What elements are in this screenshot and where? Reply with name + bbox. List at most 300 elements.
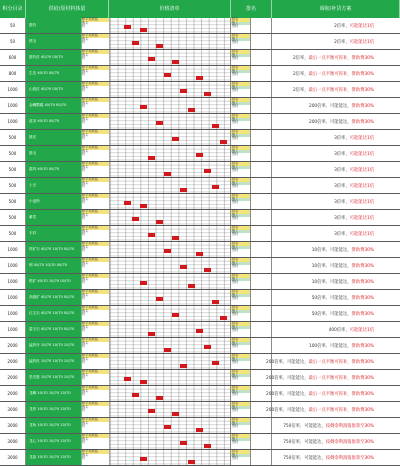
row-label: 购买: [82, 372, 89, 377]
points-cell: 3000: [0, 402, 26, 417]
row-label: 价: [82, 216, 86, 221]
price-grid: [109, 50, 231, 65]
plan-text: 200倍率，可能能达，: [308, 119, 352, 125]
plan-cell: [272, 178, 400, 193]
item-name-cell[interactable]: 猎豹皮 40/70 00/70: [26, 50, 82, 65]
price-marker: [140, 204, 147, 208]
table-row[interactable]: [0, 434, 400, 450]
row-label: 和平类商品: [82, 290, 109, 294]
item-name-cell[interactable]: 金鳞鹦鹉 40/70 00/70: [26, 98, 82, 113]
item-name-cell[interactable]: 龙鳞 10/70 10/70 10/70: [26, 386, 82, 401]
plan-note: 可能能达1倍: [349, 39, 374, 45]
points-cell: 3000: [0, 434, 26, 449]
rank-label: 购入: [231, 438, 250, 442]
row-label: 和平类商品: [82, 146, 109, 150]
price-marker: [204, 345, 211, 349]
item-name-cell[interactable]: 猛犸皮 10/70 10/70 10/70: [26, 354, 82, 369]
header-plan: 调和/补货方案: [272, 0, 400, 18]
row-label: 购买: [82, 164, 89, 169]
table-row[interactable]: [0, 290, 400, 306]
price-marker: [148, 233, 155, 237]
plan-cell: [266, 370, 400, 385]
table-row[interactable]: [0, 146, 400, 162]
price-grid: [109, 210, 231, 225]
row-label: 购买: [82, 356, 89, 361]
row-label: 和平类商品: [82, 242, 109, 246]
price-marker: [180, 265, 187, 269]
row-labels: [82, 338, 109, 353]
item-name-cell[interactable]: 猛犸牙 10/70 10/70 10/70: [26, 338, 82, 353]
plan-note: 可能能达1倍: [349, 199, 374, 205]
rank-label: 售价: [232, 328, 239, 333]
table-row[interactable]: [0, 66, 400, 82]
rank-label: 售价: [232, 72, 239, 77]
plan-text: 2倍率，: [292, 71, 309, 77]
price-marker: [220, 140, 227, 144]
rank-label: 售价: [232, 248, 239, 253]
price-marker: [140, 105, 147, 109]
row-labels: [82, 258, 109, 273]
table-row[interactable]: [0, 34, 400, 50]
rank-cell: [231, 402, 251, 417]
rank-label: 购入: [231, 390, 250, 394]
row-label: 购买: [82, 340, 89, 345]
result-cell: [251, 418, 272, 433]
rank-cell: [231, 194, 251, 209]
plan-note: 赞助费30%: [351, 247, 374, 253]
row-labels: [82, 386, 109, 401]
item-name-cell[interactable]: 腐肉 40/70 00/70: [26, 162, 82, 177]
table-row[interactable]: [0, 114, 400, 130]
row-labels: [82, 226, 109, 241]
table-row[interactable]: [0, 210, 400, 226]
row-label: 和平类商品: [82, 194, 109, 198]
row-label: 购买: [82, 404, 89, 409]
price-grid: [109, 114, 231, 129]
plan-note: 可能能达1倍: [349, 23, 374, 29]
row-label: 和平类商品: [82, 258, 109, 262]
plan-cell: [272, 146, 400, 161]
row-label: 和平类商品: [82, 306, 109, 310]
rank-label: 购入: [231, 54, 250, 58]
result-cell: [251, 66, 272, 81]
rank-label: 售价: [232, 456, 239, 461]
item-name-cell[interactable]: 土豆: [26, 178, 82, 193]
rank-label: 售价: [232, 296, 239, 301]
rank-cell: [231, 450, 251, 465]
item-name-cell[interactable]: 小麦粉: [26, 194, 82, 209]
row-label: 价: [82, 376, 86, 381]
item-name-cell[interactable]: 熊毛: [26, 34, 82, 49]
header-price-list: 价格清单: [109, 0, 231, 18]
plan-text: 3倍率，: [334, 183, 350, 189]
row-label: 价: [82, 24, 86, 29]
plan-cell: [272, 226, 400, 241]
points-cell: 2000: [0, 354, 26, 369]
item-name-cell[interactable]: 龙晶 10/70 10/70 10/70: [26, 450, 82, 465]
rank-cell: [231, 338, 251, 353]
table-row[interactable]: [0, 402, 400, 418]
item-name-cell[interactable]: 高级矿 40/70 10/70 00/70: [26, 290, 82, 305]
price-marker: [196, 252, 203, 256]
price-marker: [180, 89, 187, 93]
points-cell: 50: [0, 34, 26, 49]
rank-label: 排名: [231, 322, 250, 326]
plan-text: 10倍率，可能能达，: [311, 247, 352, 253]
rank-label: 售价: [232, 360, 239, 365]
rank-label: 购入: [231, 134, 250, 138]
price-marker: [156, 121, 163, 125]
item-name-cell[interactable]: 木材: [26, 226, 82, 241]
item-name-cell[interactable]: 铁矿石 40/70 10/70 00/70: [26, 242, 82, 257]
rank-cell: [231, 114, 251, 129]
plan-text: 3倍率，: [334, 135, 350, 141]
row-label: 购买: [82, 324, 89, 329]
row-label: 和平类商品: [82, 98, 109, 102]
rank-label: 购入: [231, 118, 250, 122]
table-row[interactable]: [0, 50, 400, 66]
row-label: 购买: [82, 244, 89, 249]
row-label: 价: [82, 88, 86, 93]
price-marker: [164, 172, 171, 176]
points-cell: 500: [0, 210, 26, 225]
plan-note: 可能能达1倍: [349, 215, 374, 221]
rank-label: 购入: [231, 150, 250, 154]
rank-label: 购入: [231, 342, 250, 346]
result-cell: [251, 178, 272, 193]
row-labels: [82, 82, 109, 97]
header-points: 积分目录: [0, 0, 26, 18]
row-label: 和平类商品: [82, 34, 109, 38]
price-marker: [124, 377, 131, 381]
table-row[interactable]: [0, 354, 400, 370]
plan-cell: [272, 338, 400, 353]
row-label: 价: [82, 248, 86, 253]
result-cell: [251, 210, 272, 225]
item-name-cell[interactable]: 恐龙蛋 10/70 10/70 10/70: [26, 370, 82, 385]
row-labels: [82, 34, 109, 49]
plan-text: 10倍率，可能能达，: [311, 263, 352, 269]
price-marker: [212, 124, 219, 128]
row-label: 价: [82, 296, 86, 301]
plan-note: 按剩余利润值推算至30%: [325, 423, 374, 429]
item-name-cell[interactable]: 龙心 10/70 10/70 10/70: [26, 434, 82, 449]
points-cell: 1000: [0, 114, 26, 129]
row-labels: [82, 354, 109, 369]
plan-note: 最后一点平衡可弥补，赞助费30%: [308, 87, 374, 93]
rank-label: 购入: [231, 214, 250, 218]
rank-label: 排名: [231, 82, 250, 86]
points-cell: 1000: [0, 98, 26, 113]
plan-text: 3倍率，: [334, 167, 350, 173]
table-row[interactable]: [0, 98, 400, 114]
row-label: 和平类商品: [82, 418, 109, 422]
table-row[interactable]: [0, 386, 400, 402]
rank-label: 售价: [232, 152, 239, 157]
plan-text: 50倍率，可能能达，: [311, 311, 352, 317]
row-label: 和平类商品: [82, 274, 109, 278]
row-label: 购买: [82, 260, 89, 265]
rank-label: 售价: [232, 216, 239, 221]
rank-label: 购入: [231, 406, 250, 410]
price-marker: [180, 441, 187, 445]
item-name-cell[interactable]: 龙骨 10/70 10/70 10/70: [26, 402, 82, 417]
rank-label: 购入: [231, 422, 250, 426]
table-row[interactable]: [0, 450, 400, 466]
row-label: 购买: [82, 420, 89, 425]
row-label: 和平类商品: [82, 322, 109, 326]
price-grid: [109, 258, 231, 273]
row-label: 购买: [82, 132, 89, 137]
rank-cell: [231, 354, 251, 369]
row-label: 购买: [82, 452, 89, 457]
row-label: 购买: [82, 100, 89, 105]
rank-label: 售价: [232, 88, 239, 93]
table-row[interactable]: [0, 82, 400, 98]
table-row[interactable]: [0, 370, 400, 386]
table-row[interactable]: [0, 226, 400, 242]
plan-cell: [272, 274, 400, 289]
price-marker: [196, 428, 203, 432]
plan-note: 按剩余利润值推算至30%: [325, 455, 374, 461]
row-label: 和平类商品: [82, 18, 109, 22]
plan-note: 可能能达1倍: [349, 231, 374, 237]
price-marker: [148, 156, 155, 160]
points-cell: 800: [0, 66, 26, 81]
points-cell: 500: [0, 226, 26, 241]
row-labels: [82, 98, 109, 113]
result-cell: [251, 34, 272, 49]
rank-label: 排名: [231, 98, 250, 102]
table-row[interactable]: [0, 18, 400, 34]
price-grid: [109, 242, 231, 257]
rank-label: 售价: [232, 136, 239, 141]
row-label: 购买: [82, 180, 89, 185]
rank-label: 排名: [231, 450, 250, 454]
table-row[interactable]: [0, 162, 400, 178]
price-grid: [109, 306, 231, 321]
table-row[interactable]: [0, 242, 400, 258]
rank-label: 售价: [232, 232, 239, 237]
row-label: 和平类商品: [82, 386, 109, 390]
rank-cell: [231, 98, 251, 113]
price-marker: [212, 185, 219, 189]
price-grid: [109, 178, 231, 193]
item-name-cell[interactable]: 红宝石 40/70 10/70 00/70: [26, 306, 82, 321]
row-label: 价: [82, 344, 86, 349]
price-marker: [172, 60, 179, 64]
table-row[interactable]: [0, 306, 400, 322]
item-name-cell[interactable]: 猎毛: [26, 146, 82, 161]
item-name-cell[interactable]: 山兽皮 40/70 00/70: [26, 82, 82, 97]
price-marker: [124, 201, 131, 205]
price-marker: [140, 380, 147, 384]
result-cell: [251, 162, 272, 177]
price-marker: [220, 316, 227, 320]
price-marker: [140, 281, 147, 285]
rank-cell: [231, 290, 251, 305]
price-marker: [148, 57, 155, 61]
result-cell: [251, 82, 272, 97]
points-cell: 1000: [0, 82, 26, 97]
rank-label: 售价: [232, 184, 239, 189]
plan-text: 2倍率，: [292, 87, 309, 93]
plan-text: 100倍率，可能能达，: [308, 343, 352, 349]
rank-label: 排名: [231, 434, 250, 438]
plan-note: 最后一点平衡可弥补，赞助费30%: [308, 407, 374, 413]
points-cell: 50: [0, 18, 26, 33]
rank-label: 售价: [232, 424, 239, 429]
rank-label: 购入: [231, 86, 250, 90]
result-cell: [251, 194, 272, 209]
plan-cell: [272, 290, 400, 305]
price-marker: [204, 92, 211, 96]
row-labels: [82, 450, 109, 465]
rank-label: 售价: [232, 104, 239, 109]
price-marker: [140, 28, 147, 32]
result-cell: [251, 258, 272, 273]
table-row[interactable]: [0, 194, 400, 210]
row-label: 和平类商品: [82, 434, 109, 438]
plan-text: 10倍率，可能能达，: [311, 279, 352, 285]
row-labels: [82, 146, 109, 161]
price-grid: [109, 386, 231, 401]
rank-label: 售价: [232, 168, 239, 173]
price-grid: [109, 338, 231, 353]
item-name-cell[interactable]: 生皮 40/70 00/70: [26, 66, 82, 81]
plan-cell: [272, 418, 400, 433]
rank-label: 购入: [231, 102, 250, 106]
item-name-cell[interactable]: 碧玉石 40/70 10/70 00/70: [26, 322, 82, 337]
table-row[interactable]: [0, 338, 400, 354]
rank-label: 排名: [231, 130, 250, 134]
item-name-cell[interactable]: 猪皮: [26, 130, 82, 145]
plan-cell: [272, 322, 400, 337]
row-label: 价: [82, 72, 86, 77]
row-labels: [82, 290, 109, 305]
row-labels: [82, 18, 109, 33]
table-row[interactable]: [0, 322, 400, 338]
row-label: 购买: [82, 388, 89, 393]
header-items: 供给/原材料体量: [26, 0, 109, 18]
price-marker: [172, 412, 179, 416]
plan-note: 赞助费30%: [351, 279, 374, 285]
plan-note: 可能能达1倍: [349, 327, 374, 333]
result-cell: [251, 242, 272, 257]
price-grid: [109, 434, 231, 449]
plan-text: 3倍率，: [334, 215, 350, 221]
row-label: 价: [82, 40, 86, 45]
plan-note: 赞助费30%: [351, 119, 374, 125]
item-name-cell[interactable]: 龙角 10/70 10/70 10/70: [26, 418, 82, 433]
rank-label: 购入: [231, 230, 250, 234]
plan-text: 200倍率，可能能达，: [308, 103, 352, 109]
row-label: 购买: [82, 196, 89, 201]
row-label: 价: [82, 280, 86, 285]
table-row[interactable]: [0, 274, 400, 290]
rank-cell: [231, 434, 251, 449]
plan-cell: [272, 210, 400, 225]
row-label: 价: [82, 328, 86, 333]
rank-label: 售价: [232, 264, 239, 269]
row-labels: [82, 322, 109, 337]
table-row[interactable]: [0, 178, 400, 194]
rank-label: 购入: [231, 198, 250, 202]
rank-label: 售价: [232, 120, 239, 125]
plan-text: 200倍率，可能能达，: [266, 359, 309, 365]
item-name-cell[interactable]: 蓝羽 40/70 00/70: [26, 114, 82, 129]
price-marker: [148, 409, 155, 413]
points-cell: 2000: [0, 338, 26, 353]
rank-cell: [231, 226, 251, 241]
plan-note: 赞助费30%: [351, 343, 374, 349]
price-marker: [196, 153, 203, 157]
price-marker: [196, 76, 203, 80]
result-cell: [251, 306, 272, 321]
plan-text: 200倍率，可能能达，: [266, 375, 309, 381]
rank-label: 排名: [231, 402, 250, 406]
rank-label: 排名: [231, 66, 250, 70]
item-name-cell[interactable]: 紫菜: [26, 210, 82, 225]
price-marker: [196, 329, 203, 333]
price-marker: [164, 73, 171, 77]
price-grid: [109, 354, 231, 369]
price-marker: [156, 44, 163, 48]
price-marker: [148, 332, 155, 336]
row-labels: [82, 306, 109, 321]
result-cell: [251, 114, 272, 129]
row-label: 购买: [82, 36, 89, 41]
plan-note: 最后一点平衡可弥补，赞助费30%: [308, 55, 374, 61]
price-grid: [109, 18, 231, 33]
rank-label: 售价: [232, 40, 239, 45]
plan-cell: [272, 130, 400, 145]
plan-cell: [272, 66, 400, 81]
rank-label: 售价: [232, 376, 239, 381]
table-row[interactable]: [0, 130, 400, 146]
row-label: 和平类商品: [82, 338, 109, 342]
price-grid: [109, 402, 231, 417]
price-marker: [172, 236, 179, 240]
rank-cell: [231, 418, 251, 433]
table-row[interactable]: [0, 258, 400, 274]
rank-cell: [231, 34, 251, 49]
rank-label: 排名: [231, 194, 250, 198]
item-name-cell[interactable]: 猎豹: [26, 18, 82, 33]
plan-text: 3倍率，: [334, 199, 350, 205]
row-labels: [82, 130, 109, 145]
plan-note: 最后一点平衡可弥补，赞助费30%: [308, 71, 374, 77]
table-row[interactable]: [0, 418, 400, 434]
price-grid: [109, 130, 231, 145]
plan-cell: [272, 258, 400, 273]
plan-text: 750倍率，可能能达，: [283, 455, 326, 461]
item-name-cell[interactable]: 铜 40/70 10/70 00/70: [26, 258, 82, 273]
row-labels: [82, 66, 109, 81]
result-cell: [251, 434, 272, 449]
points-cell: 2000: [0, 386, 26, 401]
row-label: 购买: [82, 212, 89, 217]
price-marker: [180, 188, 187, 192]
row-label: 和平类商品: [82, 450, 109, 454]
points-cell: 1000: [0, 274, 26, 289]
rank-cell: [231, 242, 251, 257]
item-name-cell[interactable]: 银矿 40/70 10/70 00/70: [26, 274, 82, 289]
row-label: 价: [82, 408, 86, 413]
row-labels: [82, 242, 109, 257]
price-marker: [156, 220, 163, 224]
row-label: 购买: [82, 148, 89, 153]
